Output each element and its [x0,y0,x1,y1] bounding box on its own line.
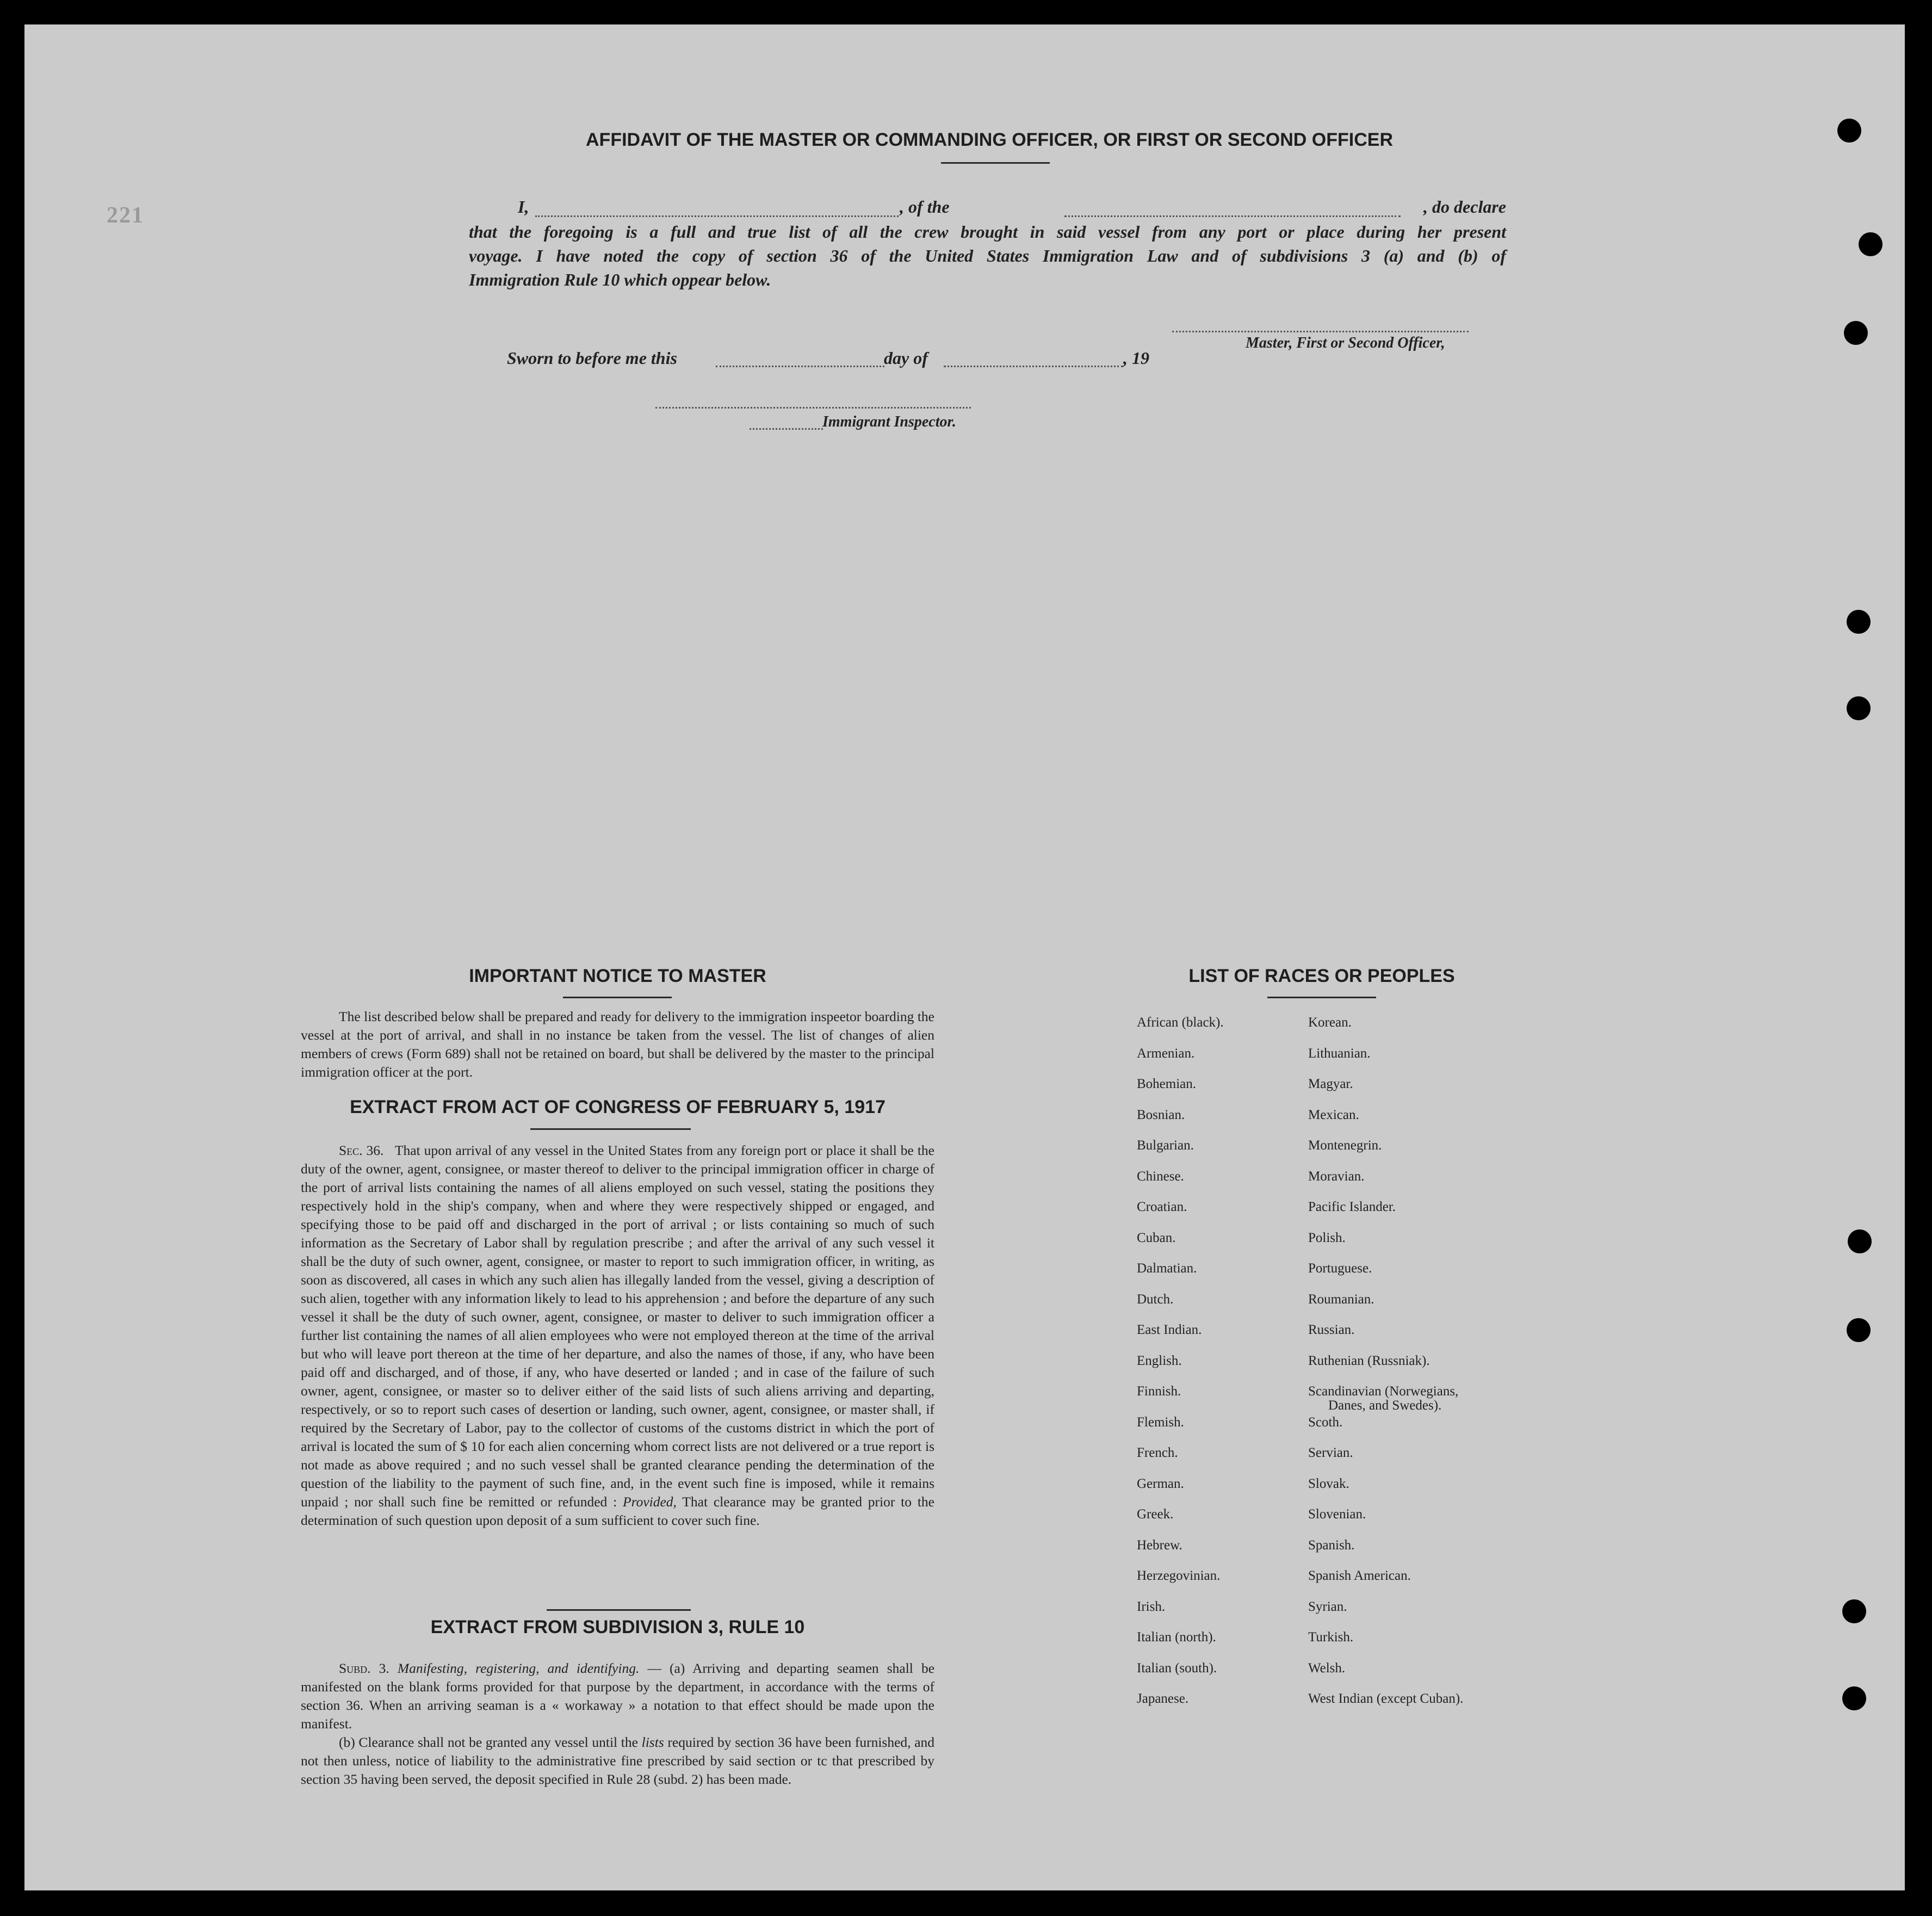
race-left-item: East Indian. [1137,1322,1202,1337]
race-left-item: Dalmatian. [1137,1261,1197,1276]
sworn-month-field[interactable] [944,366,1123,367]
subd-b-body-1: Clearance shall not be granted any vessel until the [358,1734,638,1750]
race-right-item: Turkish. [1308,1630,1354,1645]
notice-body [301,1008,934,1081]
extract-act-underline [530,1128,691,1130]
subd-b-lists: lists [641,1734,664,1750]
declaration-line-2: that the foregoing is a full and true list of all the crew brought in said vessel from any port or place during her present [469,222,1506,242]
subd-a-body: Arriving and departing seamen shall be manifested on the blank forms provided for that purpose by the department, in accordance with the terms of section 36. When an arriving seaman is a « workaway » a notation to that effect should be made upon the manifest. [301,1660,935,1732]
race-left-item: Chinese. [1137,1169,1184,1184]
binder-hole [1847,696,1871,720]
race-left-item: Bohemian. [1137,1077,1197,1091]
race-right-item: Scandinavian (Norwegians, [1308,1384,1459,1399]
race-left-item: Irish. [1137,1599,1166,1614]
officer-name-field[interactable] [535,215,899,217]
binder-hole [1848,1229,1872,1253]
race-right-item: Welsh. [1308,1660,1346,1676]
race-left-item: German. [1137,1476,1184,1491]
affidavit-declaration [469,197,1506,294]
notice-text: The list described below shall be prepared and ready for delivery to the immigration inspeetor boarding the vessel at the port of arrival, and shall in no instance be taken from the vessel. The list of changes of alien members of crews (Form 689) shall not be retained on board, but shall be delivered by the master to the principal immigration officer at the port. [301,1009,934,1080]
race-right-item: Pacific Islander. [1308,1200,1396,1214]
provided-word: Provided, [623,1494,677,1510]
sec-36-label: Sec. 36. [339,1142,384,1158]
extract-rule-body [301,1659,934,1789]
subd-b-text [301,1733,934,1789]
race-left-item: English. [1137,1353,1182,1368]
subd-heading: Manifesting, registering, and identifying. [397,1660,640,1676]
title-underline [941,162,1050,164]
race-left-item: Cuban. [1137,1230,1176,1245]
races-title-underline [1267,997,1376,998]
binder-hole [1837,119,1861,143]
inspector-signature-label: Immigrant Inspector. [822,413,956,430]
race-left-item: Bosnian. [1137,1107,1185,1122]
race-left-item: Herzegovinian. [1137,1568,1221,1583]
race-right-item: Spanish American. [1308,1568,1411,1583]
race-right-item: Servian. [1308,1445,1353,1460]
document-page [24,24,1905,1890]
margin-note: 221 [107,203,144,228]
race-left-item: Finnish. [1137,1384,1181,1399]
race-right-item: Magyar. [1308,1077,1353,1091]
binder-hole [1847,1318,1871,1342]
extract-act-title: EXTRACT FROM ACT OF CONGRESS OF FEBRUARY 5, 1917 [350,1097,886,1117]
race-left-item: Japanese. [1137,1691,1189,1706]
sec-36-text [301,1141,934,1530]
declaration-line-3: voyage. I have noted the copy of section 36 of the United States Immigration Law and of subdivisions 3 (a) and (b) of [469,246,1506,265]
race-right-item: West Indian (except Cuban). [1308,1691,1464,1706]
race-left-item: Italian (south). [1137,1660,1217,1676]
race-right-item: Portuguese. [1308,1261,1372,1276]
extract-rule-top-rule [547,1609,691,1611]
races-title: LIST OF RACES OR PEOPLES [1188,966,1455,986]
notice-title: IMPORTANT NOTICE TO MASTER [469,966,766,986]
race-right-item: Scoth. [1308,1414,1343,1430]
race-left-item: African (black). [1137,1015,1224,1030]
affidavit-title: AFFIDAVIT OF THE MASTER OR COMMANDING OFFICER, OR FIRST OR SECOND OFFICER [586,129,1393,150]
master-signature-label: Master, First or Second Officer, [1246,335,1445,351]
sec-36-body-b: That clearance may be granted prior to the determination of such question upon deposit of a sum sufficient to cover such fine. [301,1494,934,1528]
race-scandinavian-continued: Danes, and Swedes). [1328,1398,1442,1413]
race-right-item: Polish. [1308,1230,1346,1245]
race-right-item: Korean. [1308,1015,1352,1030]
race-right-item: Lithuanian. [1308,1046,1371,1061]
binder-hole [1859,232,1883,256]
race-left-item: Bulgarian. [1137,1138,1194,1153]
subd-b-body-2: required by section 36 have been furnished, and not then unless, notice of liability to the administrative fine prescribed by said section or tc that prescribed by section 35 having been served, the deposit specified in Rule 28 (subd. 2) has been made. [301,1734,935,1787]
race-left-item: French. [1137,1445,1178,1460]
inspector-signature-line[interactable] [655,407,971,409]
subd-a-label: — (a) [647,1660,685,1676]
race-left-item: Dutch. [1137,1291,1174,1307]
sworn-label: Sworn to before me this [507,348,677,368]
race-left-item: Armenian. [1137,1046,1195,1061]
race-left-item: Greek. [1137,1507,1174,1522]
race-left-item: Hebrew. [1137,1537,1182,1553]
extract-rule-title: EXTRACT FROM SUBDIVISION 3, RULE 10 [430,1617,805,1637]
race-right-item: Slovak. [1308,1476,1349,1491]
binder-hole [1844,321,1868,345]
race-right-item: Moravian. [1308,1169,1365,1184]
race-right-item: Syrian. [1308,1599,1347,1614]
notice-title-underline [563,997,672,998]
race-left-item: Flemish. [1137,1414,1184,1430]
inspector-name-dots [750,428,823,430]
race-left-item: Italian (north). [1137,1630,1216,1645]
race-left-item: Croatian. [1137,1200,1187,1214]
declaration-of-the: , of the [900,197,950,217]
race-right-item: Slovenian. [1308,1507,1366,1522]
binder-hole [1842,1599,1866,1623]
declaration-i: I, [518,197,529,217]
declaration-declare: , do declare [1423,197,1506,217]
subd-a-text [301,1659,934,1733]
sworn-day-field[interactable] [716,366,884,367]
extract-act-body [301,1141,934,1530]
race-right-item: Spanish. [1308,1537,1355,1553]
race-right-item: Roumanian. [1308,1291,1374,1307]
subd-b-label: (b) [339,1734,355,1750]
vessel-name-field[interactable] [1064,215,1401,217]
sec-36-body-a: That upon arrival of any vessel in the United States from any foreign port or place it shall be the duty of the owner, agent, consignee, or master thereof to deliver to the principal immigration officer in charge of the port of arrival lists containing the names of all aliens employed on such vessel, stating the positions they respectively hold in the ship's company, when and where they were respectively shipped or engaged, and specifying those to be paid off and discharged in the port of arrival ; or lists containing so much of such information as the Secretary of Labor shall by regulation prescribe ; and after the arrival of any such vessel it shall be the duty of such owner, agent, consignee, or master to report to such immigration officer, in writing, as soon as discovered, all cases in which any such alien has illegally landed from the vessel, giving a description of such alien, together with any information likely to lead to his apprehension ; and before the departure of any such vessel it shall be the duty of such owner, agent, consignee, or master to deliver to such immigration officer a further list containing the names of all alien employees who were not employed thereon at the time of the arrival but who will leave port thereon at the time of her departure, and also the names of those, if any, who have been paid off and discharged, and of those, if any, who have deserted or landed ; and in case of the failure of such owner, agent, consignee, or master so to deliver either of the said lists of such aliens arriving and departing, respectively, or so to report such cases of desertion or landing, such owner, agent, consignee, or master shall, if required by the Secretary of Labor, pay to the collector of customs of the customs district in which the port of arrival is located the sum of $ 10 for each alien concerning whom correct lists are not delivered or a true report is not made as above required ; and no such vessel shall be granted clearance pending the determination of the question of the liability to the payment of such fine, and, in the event such fine is imposed, while it remains unpaid ; nor shall such fine be remitted or refunded : [301,1142,934,1510]
binder-hole [1847,610,1871,634]
day-of-label: day of [884,348,928,368]
race-right-item: Mexican. [1308,1107,1359,1122]
master-signature-line[interactable] [1172,331,1469,332]
race-right-item: Montenegrin. [1308,1138,1382,1153]
binder-hole [1842,1686,1866,1710]
year-label: , 19 [1123,348,1149,368]
race-right-item: Ruthenian (Russniak). [1308,1353,1430,1368]
subd-label: Subd. 3. [339,1660,389,1676]
declaration-line-4: Immigration Rule 10 which oppear below. [469,270,771,289]
race-right-item: Russian. [1308,1322,1355,1337]
